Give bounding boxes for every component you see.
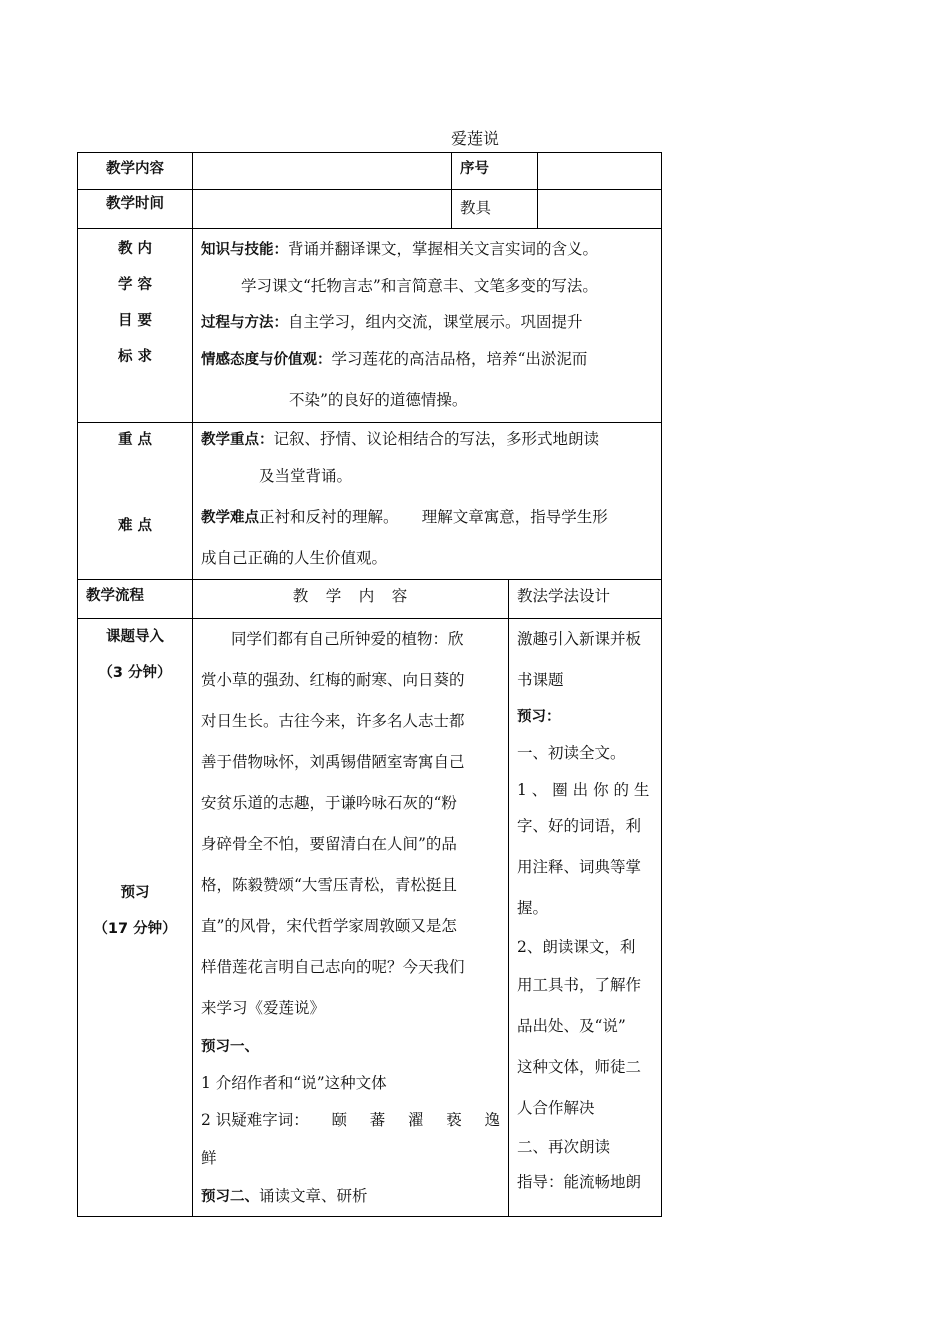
key-left [78,423,193,580]
hard-char: 蕃 [369,1110,386,1129]
seq-value [538,153,662,190]
key-text-2: 及当堂背诵。 [259,467,353,485]
tools-value [538,190,662,229]
emotion-label: 情感态度与价值观： [201,352,332,368]
header-row-time [78,190,662,229]
method-line: 1 、 圈 出 你 的 生 [517,780,650,799]
content-line: 来学习《爱莲说》 [201,998,326,1017]
knowledge-text: 背诵并翻译课文，掌握相关文言实词的含义。 [288,240,599,258]
preview1-item1: 1 介绍作者和“说”这种文体 [201,1073,387,1092]
content-line: 格，陈毅赞颂“大雪压青松，青松挺且 [201,875,457,894]
flow-col2-header: 教 学 内 容 [193,579,509,618]
content-line: 同学们都有自己所钟爱的植物：欣 [231,629,464,648]
goals-row [78,229,662,423]
key-points-row [78,423,662,580]
knowledge-text-2: 学习课文“托物言志”和言简意丰、文笔多变的写法。 [241,277,598,295]
key-text: 记叙、抒情、议论相结合的写法，多形式地朗读 [273,430,600,448]
stage-preview-time: （17 分钟） [93,920,177,937]
key-left-label: 重 点 [117,432,153,448]
diff-left-label: 难 点 [117,518,153,534]
preview2-label: 预习二、 [201,1188,259,1205]
preview1-item2-tail: 鲜 [201,1148,217,1167]
seq-label: 序号 [452,153,538,190]
method-preview-label: 预习： [517,708,561,725]
method-line: 指导：能流畅地朗 [517,1172,642,1191]
content-value [193,153,452,190]
time-label: 教学时间 [78,190,193,229]
flow-col3-header: 教法学法设计 [509,579,662,618]
hard-char: 颐 [331,1110,348,1129]
time-value [193,190,452,229]
lesson-plan-table [77,152,662,1217]
stage-preview-label: 预习 [120,884,150,901]
goals-left-line: 目 要 [117,313,153,329]
content-line: 对日生长。古往今来，许多名人志士都 [201,711,465,730]
method-line: 用工具书，了解作 [517,975,642,994]
process-label: 过程与方法： [201,315,288,331]
method-line: 2、朗读课文，利 [517,937,636,956]
flow-method [509,618,662,1216]
content-line: 直”的风骨，宋代哲学家周敦颐又是怎 [201,916,457,935]
diff-label: 教学难点 [201,509,259,526]
tools-label: 教具 [452,190,538,229]
goals-content [193,229,662,423]
method-line: 握。 [517,898,549,917]
emotion-text-2: 不染”的良好的道德情操。 [289,391,468,409]
method-line: 字、好的词语，利 [517,816,642,835]
diff-text-2: 成自己正确的人生价值观。 [201,549,388,567]
preview2-text: 诵读文章、研析 [259,1186,368,1205]
header-row-content [78,153,662,190]
flow-header-row [78,579,662,618]
hard-char: 濯 [407,1110,424,1129]
preview1-label: 预习一、 [201,1038,259,1055]
stage-intro-time: （3 分钟） [98,664,172,681]
method-line: 用注释、词典等掌 [517,857,642,876]
method-line: 品出处、及“说” [517,1016,626,1035]
hard-char: 逸 [484,1110,500,1129]
method-line: 这种文体，师徒二 [517,1057,642,1076]
content-line: 安贫乐道的志趣，于谦吟咏石灰的“粉 [201,793,457,812]
content-line: 身碎骨全不怕，要留清白在人间”的品 [201,834,457,853]
key-content [193,423,662,580]
key-label: 教学重点： [201,432,274,448]
content-line: 赏小草的强劲、红梅的耐寒、向日葵的 [201,670,465,689]
flow-stages [78,618,193,1216]
emotion-text: 学习莲花的高洁品格，培养“出淤泥而 [331,350,588,368]
content-line: 善于借物咏怀，刘禹锡借陋室寄寓自己 [201,752,465,771]
method-line: 二、再次朗读 [517,1137,611,1156]
process-text: 自主学习，组内交流，课堂展示。巩固提升 [288,313,583,331]
goals-left [78,229,193,423]
document-title: 爱莲说 [450,129,499,148]
stage-intro-label: 课题导入 [106,628,164,645]
content-line: 样借莲花言明自己志向的呢？今天我们 [201,957,465,976]
method-line: 书课题 [517,670,564,689]
method-line: 一、初读全文。 [517,743,626,762]
hard-char: 亵 [446,1110,462,1129]
flow-content [193,618,509,1216]
goals-left-line: 教 内 [117,241,153,257]
goals-left-line: 学 容 [117,277,153,293]
goals-left-line: 标 求 [117,349,153,365]
method-line: 人合作解决 [517,1098,595,1117]
preview1-item2-prefix: 2 识疑难字词： [201,1110,309,1129]
knowledge-label: 知识与技能： [201,242,288,258]
method-line: 激趣引入新课并板 [517,629,642,648]
content-label: 教学内容 [78,153,193,190]
flow-col1-header: 教学流程 [78,579,193,618]
flow-body-row [78,618,662,1216]
preview1-item2 [201,1101,500,1139]
diff-text: 正衬和反衬的理解。 理解文章寓意，指导学生形 [259,507,608,526]
